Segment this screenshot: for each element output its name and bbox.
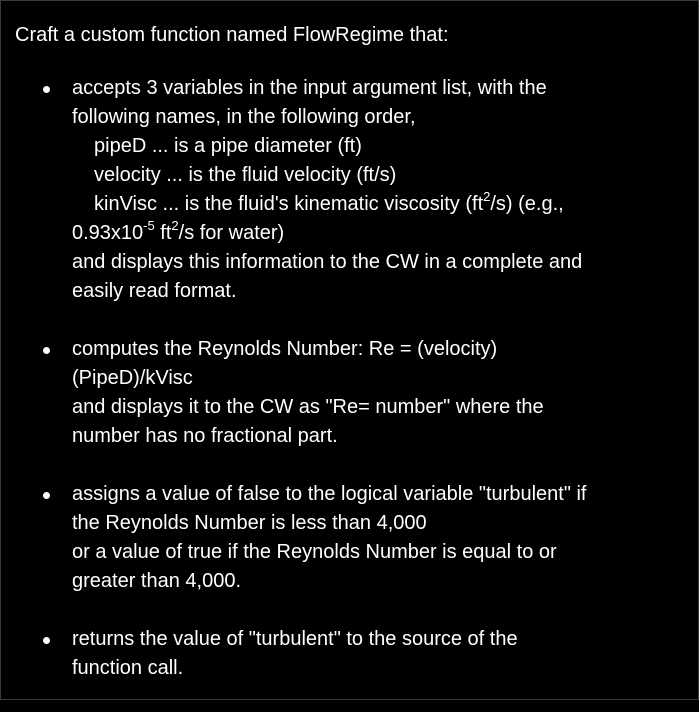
kinvisc-text-e: /s for water) bbox=[178, 222, 285, 244]
bullet-icon bbox=[43, 637, 50, 644]
kinvisc-text-d: ft bbox=[154, 222, 172, 244]
bullet-line: returns the value of "turbulent" to the source of the bbox=[72, 628, 518, 650]
document-content bbox=[15, 21, 687, 712]
bullet-icon bbox=[43, 492, 50, 499]
bullet-line: and displays it to the CW as "Re= number" where the bbox=[72, 396, 544, 418]
kinvisc-example bbox=[72, 219, 687, 248]
superscript: -5 bbox=[143, 218, 155, 234]
param-pipeD: pipeD ... is a pipe diameter (ft) bbox=[94, 135, 362, 157]
param-kinvisc bbox=[72, 190, 687, 219]
param-velocity: velocity ... is the fluid velocity (ft/s) bbox=[94, 164, 397, 186]
bullet-line: (PipeD)/kVisc bbox=[72, 367, 193, 389]
kinvisc-text-a: kinVisc ... is the fluid's kinematic viscosity (ft bbox=[94, 193, 484, 215]
bullet-line: easily read format. bbox=[72, 280, 237, 302]
list-item bbox=[15, 625, 687, 683]
bullet-icon bbox=[43, 347, 50, 354]
bullet-line: the Reynolds Number is less than 4,000 bbox=[72, 512, 427, 534]
list-item bbox=[15, 335, 687, 451]
superscript: 2 bbox=[171, 218, 179, 234]
bullet-line: assigns a value of false to the logical variable "turbulent" if bbox=[72, 483, 587, 505]
bullet-line: or a value of true if the Reynolds Number is equal to or bbox=[72, 541, 557, 563]
kinvisc-text-b: /s) (e.g., bbox=[490, 193, 564, 215]
list-item bbox=[15, 480, 687, 596]
bullet-line: number has no fractional part. bbox=[72, 425, 338, 447]
bullet-line: following names, in the following order, bbox=[72, 106, 416, 128]
bullet-line: computes the Reynolds Number: Re = (velocity) bbox=[72, 338, 498, 360]
kinvisc-text-c: 0.93x10 bbox=[72, 222, 144, 244]
intro-text: Craft a custom function named FlowRegime that: bbox=[15, 24, 449, 46]
bullet-line: function call. bbox=[72, 657, 184, 679]
list-item bbox=[15, 74, 687, 306]
bullet-line: accepts 3 variables in the input argument list, with the bbox=[72, 77, 547, 99]
bullet-line: greater than 4,000. bbox=[72, 570, 242, 592]
bullet-line: and displays this information to the CW in a complete and bbox=[72, 251, 583, 273]
bullet-icon bbox=[43, 86, 50, 93]
requirements-list bbox=[15, 74, 687, 683]
superscript: 2 bbox=[483, 189, 491, 205]
